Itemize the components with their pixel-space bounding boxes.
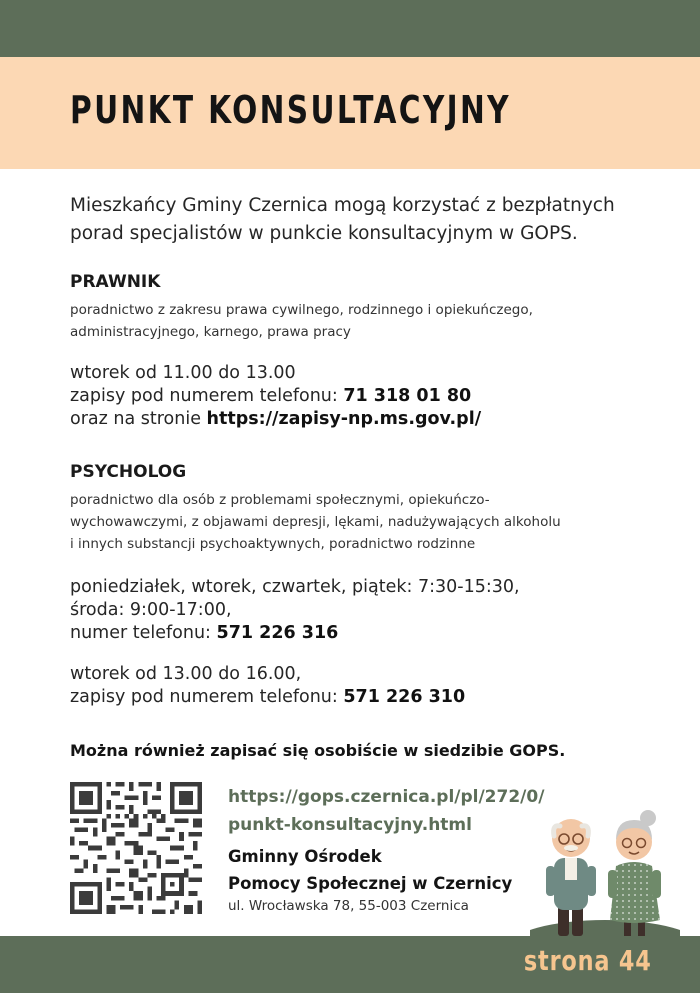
lawyer-description	[70, 299, 660, 343]
lawyer-phone[interactable]: 71 318 01 80	[343, 386, 472, 406]
gops-url-line-1[interactable]: https://gops.czernica.pl/pl/272/0/	[228, 787, 545, 807]
psychologist-desc-line-3: i innych substancji psychoaktywnych, poradnictwo rodzinne	[70, 536, 476, 552]
psychologist-phone2[interactable]: 571 226 310	[343, 687, 466, 707]
psychologist-schedule-line-1: poniedziałek, wtorek, czwartek, piątek: 7:30-15:30,	[70, 577, 520, 597]
org-line-1: Gminny Ośrodek	[228, 847, 382, 866]
lawyer-web-link[interactable]: https://zapisy-np.ms.gov.pl/	[206, 409, 482, 429]
organization-address: ul. Wrocławska 78, 55-003 Czernica	[228, 898, 469, 914]
lawyer-hours: wtorek od 11.00 do 13.00	[70, 363, 296, 383]
org-line-2: Pomocy Społecznej w Czernicy	[228, 874, 513, 893]
psychologist-phone1-label: numer telefonu:	[70, 623, 217, 643]
psychologist-desc-line-1: poradnictwo dla osób z problemami społecznymi, opiekuńczo-	[70, 492, 490, 508]
lawyer-heading: PRAWNIK	[70, 272, 161, 292]
lawyer-desc-line-1: poradnictwo z zakresu prawa cywilnego, rodzinnego i opiekuńczego,	[70, 302, 533, 318]
lawyer-web-line	[70, 408, 670, 431]
intro-line-1: Mieszkańcy Gminy Czernica mogą korzystać z bezpłatnych	[70, 195, 615, 216]
gops-url-line-2[interactable]: punkt-konsultacyjny.html	[228, 815, 472, 835]
in-person-note: Można również zapisać się osobiście w siedzibie GOPS.	[70, 741, 566, 760]
lawyer-contact	[70, 362, 670, 431]
qr-code-icon[interactable]	[70, 782, 202, 914]
gops-url[interactable]	[228, 783, 544, 839]
page-title: PUNKT KONSULTACYJNY	[70, 88, 511, 132]
top-band	[0, 0, 700, 57]
psychologist-heading: PSYCHOLOG	[70, 462, 187, 482]
psychologist-schedule	[70, 576, 670, 645]
psychologist-desc-line-2: wychowawczymi, z objawami depresji, lękami, nadużywających alkoholu	[70, 514, 561, 530]
psychologist-phone1[interactable]: 571 226 316	[216, 623, 339, 643]
intro-line-2: porad specjalistów w punkcie konsultacyjnym w GOPS.	[70, 223, 578, 244]
lawyer-desc-line-2: administracyjnego, karnego, prawa pracy	[70, 324, 351, 340]
lawyer-web-label: oraz na stronie	[70, 409, 207, 429]
psychologist-schedule-line-2: środa: 9:00-17:00,	[70, 600, 232, 620]
intro-text	[70, 192, 650, 248]
page-number: strona 44	[524, 944, 652, 977]
elderly-couple-illustration	[530, 796, 680, 941]
lawyer-phone-label: zapisy pod numerem telefonu:	[70, 386, 344, 406]
psychologist-appointments	[70, 663, 670, 709]
psychologist-description	[70, 489, 660, 555]
organization-name	[228, 843, 512, 897]
psychologist-phone2-label: zapisy pod numerem telefonu:	[70, 687, 344, 707]
psychologist-phone1-line	[70, 622, 670, 645]
psychologist-phone2-line	[70, 686, 670, 709]
lawyer-phone-line	[70, 385, 670, 408]
psychologist-hours2: wtorek od 13.00 do 16.00,	[70, 664, 302, 684]
